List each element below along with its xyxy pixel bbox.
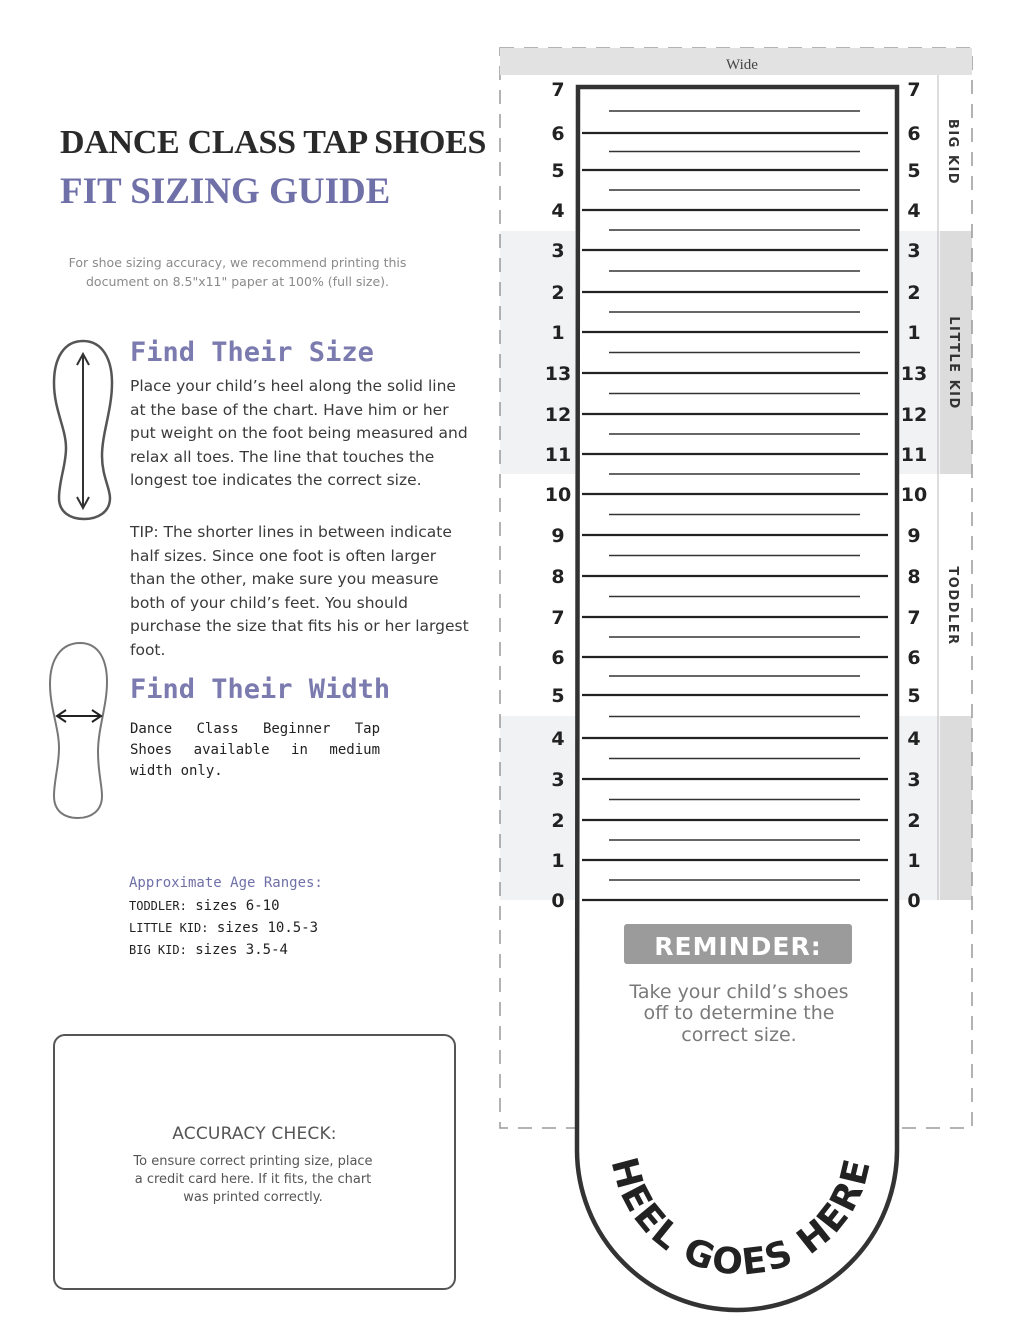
size-label-left: 6 bbox=[551, 647, 565, 669]
size-label-right: 4 bbox=[907, 200, 921, 222]
size-label-left: 4 bbox=[551, 728, 565, 750]
find-width-heading: Find Their Width bbox=[130, 674, 391, 705]
reminder-label: REMINDER: bbox=[654, 932, 822, 961]
size-label-right: 2 bbox=[907, 282, 921, 304]
find-size-heading: Find Their Size bbox=[130, 337, 374, 368]
size-label-right: 9 bbox=[907, 525, 921, 547]
size-label-left: 7 bbox=[551, 79, 565, 101]
half-size-tip: TIP: The shorter lines in between indicate half sizes. Since one foot is often larger than the other, make sure you measure both of your child’s feet. You should purchase the size that fits his or her largest foot. bbox=[130, 523, 469, 659]
size-label-left: 7 bbox=[551, 607, 565, 629]
size-label-left: 10 bbox=[544, 484, 572, 506]
page-title: DANCE CLASS TAP SHOES bbox=[60, 124, 487, 161]
size-label-left: 13 bbox=[544, 363, 572, 385]
size-label-right: 7 bbox=[907, 607, 921, 629]
size-label-left: 3 bbox=[551, 240, 565, 262]
size-label-right: 13 bbox=[900, 363, 928, 385]
size-label-right: 2 bbox=[907, 810, 921, 832]
size-label-left: 12 bbox=[544, 404, 572, 426]
age-range-value: sizes 3.5-4 bbox=[195, 942, 288, 958]
size-label-right: 3 bbox=[907, 240, 921, 262]
size-label-right: 10 bbox=[900, 484, 928, 506]
width-info: Dance Class Beginner Tap Shoes available in medium width only. bbox=[130, 721, 380, 779]
size-label-right: 7 bbox=[907, 79, 921, 101]
size-label-left: 11 bbox=[544, 444, 572, 466]
reminder-text-line: Take your child’s shoes bbox=[629, 981, 849, 1003]
age-range-value: sizes 6-10 bbox=[195, 898, 280, 914]
size-label-left: 6 bbox=[551, 123, 565, 145]
size-label-right: 1 bbox=[907, 850, 921, 872]
size-label-right: 12 bbox=[900, 404, 928, 426]
size-label-right: 1 bbox=[907, 322, 921, 344]
size-label-right: 4 bbox=[907, 728, 921, 750]
age-range-label: TODDLER: bbox=[129, 899, 187, 913]
category-little-kid: LITTLE KID bbox=[946, 316, 961, 410]
accuracy-check-text: To ensure correct printing size, place a credit card here. If it fits, the chart was printed correctly. bbox=[133, 1154, 373, 1205]
size-label-right: 6 bbox=[907, 123, 921, 145]
age-range-label: LITTLE KID: bbox=[129, 921, 209, 935]
print-note: For shoe sizing accuracy, we recommend printing this document on 8.5"x11" paper at 100% (full size). bbox=[68, 255, 407, 289]
size-label-left: 1 bbox=[551, 322, 565, 344]
size-label-left: 2 bbox=[551, 810, 565, 832]
page-subtitle: FIT SIZING GUIDE bbox=[60, 171, 391, 212]
category-big-kid: BIG KID bbox=[945, 118, 960, 186]
age-range-value: sizes 10.5-3 bbox=[216, 920, 319, 936]
category-toddler: TODDLER bbox=[945, 566, 960, 646]
size-label-left: 9 bbox=[551, 525, 565, 547]
size-label-left: 0 bbox=[551, 890, 565, 912]
find-size-instructions: Place your child’s heel along the solid line at the base of the chart. Have him or her put weight on the foot being measured and relax all toes. The line that touches the longest toe indicates the correct size. bbox=[130, 377, 468, 489]
size-label-right: 5 bbox=[907, 160, 921, 182]
width-label: Wide bbox=[726, 57, 758, 73]
size-label-right: 3 bbox=[907, 769, 921, 791]
size-label-right: 11 bbox=[900, 444, 928, 466]
accuracy-check-title: ACCURACY CHECK: bbox=[172, 1124, 337, 1144]
age-range-label: BIG KID: bbox=[129, 943, 187, 957]
size-label-right: 5 bbox=[907, 685, 921, 707]
size-label-right: 6 bbox=[907, 647, 921, 669]
size-label-left: 5 bbox=[551, 160, 565, 182]
size-label-right: 8 bbox=[907, 566, 921, 588]
size-label-left: 5 bbox=[551, 685, 565, 707]
size-label-left: 4 bbox=[551, 200, 565, 222]
heel-goes-here-text: HEEL GOES HERE bbox=[602, 1153, 880, 1284]
size-label-left: 8 bbox=[551, 566, 565, 588]
reminder-text-line: off to determine the bbox=[643, 1002, 835, 1024]
age-ranges-title: Approximate Age Ranges: bbox=[129, 875, 323, 891]
reminder-text-line: correct size. bbox=[681, 1024, 797, 1046]
size-label-right: 0 bbox=[907, 890, 921, 912]
size-label-left: 1 bbox=[551, 850, 565, 872]
size-label-left: 3 bbox=[551, 769, 565, 791]
size-label-left: 2 bbox=[551, 282, 565, 304]
